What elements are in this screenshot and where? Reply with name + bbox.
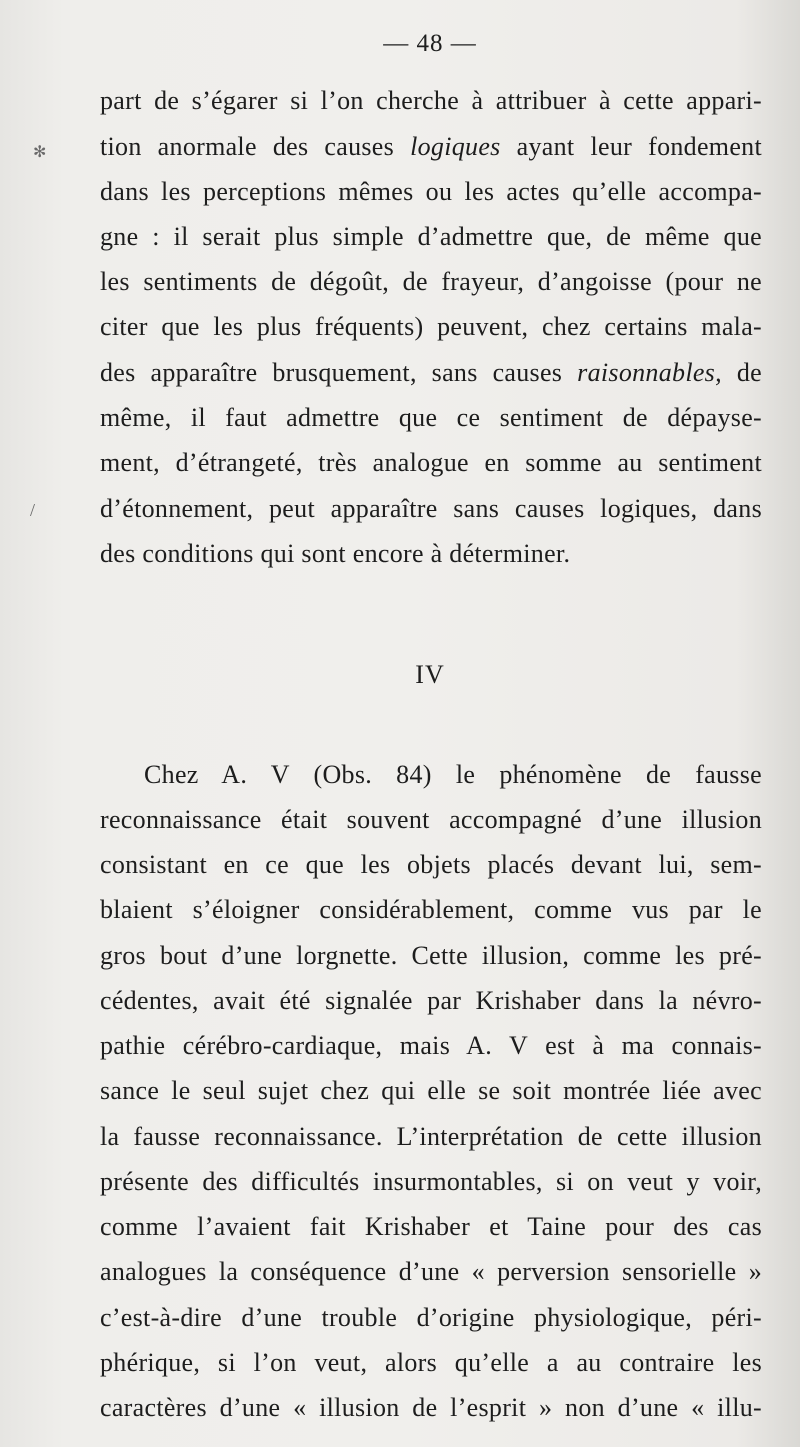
text-line: caractères d’une « illusion de l’esprit » non d’une « illu-	[100, 1393, 762, 1422]
italic-term: raisonnables,	[577, 358, 722, 387]
text-line: d’étonnement, peut apparaître sans causes logiques, dans	[100, 494, 762, 523]
text-line: tion anormale des causes logiques ayant leur fondement	[100, 132, 762, 161]
text-line: phérique, si l’on veut, alors qu’elle a au contraire les	[100, 1348, 762, 1377]
text-line: des conditions qui sont encore à déterminer.	[100, 539, 571, 568]
page-number: — 48 —	[383, 30, 477, 57]
text-line: consistant en ce que les objets placés devant lui, sem-	[100, 850, 762, 879]
text-line: blaient s’éloigner considérablement, comme vus par le	[100, 895, 762, 924]
text-line: sance le seul sujet chez qui elle se soit montrée liée avec	[100, 1076, 762, 1105]
text-line: Chez A. V (Obs. 84) le phénomène de fausse	[144, 760, 762, 789]
text-line: la fausse reconnaissance. L’interprétation de cette illusion	[100, 1122, 762, 1151]
text-line: ment, d’étrangeté, très analogue en somme au sentiment	[100, 448, 762, 477]
text-line: citer que les plus fréquents) peuvent, chez certains mala-	[100, 312, 762, 341]
italic-term: logiques	[410, 132, 501, 161]
text-line: reconnaissance était souvent accompagné d’une illusion	[100, 805, 762, 834]
margin-pencil-mark-icon: /	[30, 500, 36, 520]
text-line: pathie cérébro-cardiaque, mais A. V est à ma connais-	[100, 1031, 762, 1060]
text-line: même, il faut admettre que ce sentiment de dépayse-	[100, 403, 762, 432]
text-line: des apparaître brusquement, sans causes raisonnables, de	[100, 358, 762, 387]
text-line: gne : il serait plus simple d’admettre que, de même que	[100, 222, 762, 251]
text-line: les sentiments de dégoût, de frayeur, d’angoisse (pour ne	[100, 267, 762, 296]
text-line: analogues la conséquence d’une « perversion sensorielle »	[100, 1257, 762, 1286]
text-line: cédentes, avait été signalée par Krishaber dans la névro-	[100, 986, 762, 1015]
text-line: dans les perceptions mêmes ou les actes qu’elle accompa-	[100, 177, 762, 206]
margin-speck-icon: ✻	[33, 144, 47, 161]
text-line: comme l’avaient fait Krishaber et Taine pour des cas	[100, 1212, 762, 1241]
section-heading: IV	[415, 660, 445, 689]
text-line: part de s’égarer si l’on cherche à attribuer à cette appari-	[100, 86, 762, 115]
text-line: présente des difficultés insurmontables, si on veut y voir,	[100, 1167, 762, 1196]
text-line: gros bout d’une lorgnette. Cette illusion, comme les pré-	[100, 941, 762, 970]
text-line: c’est-à-dire d’une trouble d’origine physiologique, péri-	[100, 1303, 762, 1332]
